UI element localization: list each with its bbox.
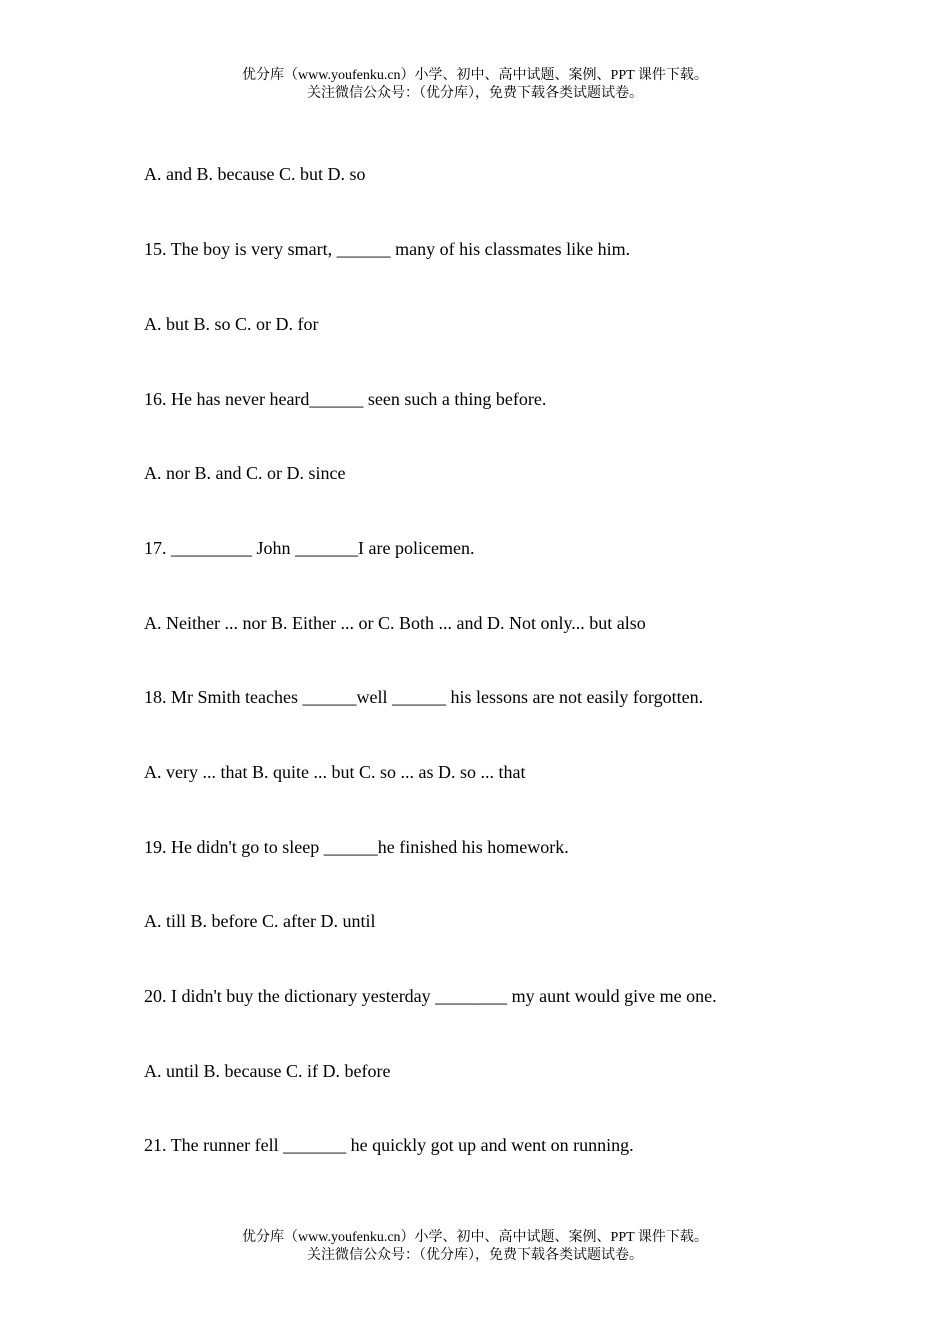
question-15: 15. The boy is very smart, ______ many of his classmates like him. [144, 239, 631, 259]
question-21: 21. The runner fell _______ he quickly got up and went on running. [144, 1135, 634, 1155]
answer-options-15: A. but B. so C. or D. for [144, 314, 319, 334]
page-header [0, 67, 950, 103]
question-20: 20. I didn't buy the dictionary yesterday ________ my aunt would give me one. [144, 986, 717, 1006]
answer-options-18: A. very ... that B. quite ... but C. so ... as D. so ... that [144, 762, 526, 782]
question-19: 19. He didn't go to sleep ______he finished his homework. [144, 837, 569, 857]
footer-line-2: 关注微信公众号：（优分库），免费下载各类试题试卷。 [307, 1248, 643, 1263]
question-18: 18. Mr Smith teaches ______well ______ his lessons are not easily forgotten. [144, 687, 704, 707]
answer-options-16: A. nor B. and C. or D. since [144, 463, 346, 483]
header-line-1: 优分库（www.youfenku.cn）小学、初中、高中试题、案例、PPT 课件下载。 [242, 68, 708, 83]
answer-options-19: A. till B. before C. after D. until [144, 911, 376, 931]
answer-options-14: A. and B. because C. but D. so [144, 164, 366, 184]
question-17: 17. _________ John _______I are policemen. [144, 538, 475, 558]
question-16: 16. He has never heard______ seen such a thing before. [144, 389, 547, 409]
footer-line-1: 优分库（www.youfenku.cn）小学、初中、高中试题、案例、PPT 课件下载。 [242, 1230, 708, 1245]
answer-options-20: A. until B. because C. if D. before [144, 1061, 391, 1081]
answer-options-17: A. Neither ... nor B. Either ... or C. Both ... and D. Not only... but also [144, 613, 646, 633]
header-line-2: 关注微信公众号：（优分库），免费下载各类试题试卷。 [307, 86, 643, 101]
page-footer [0, 1229, 950, 1265]
